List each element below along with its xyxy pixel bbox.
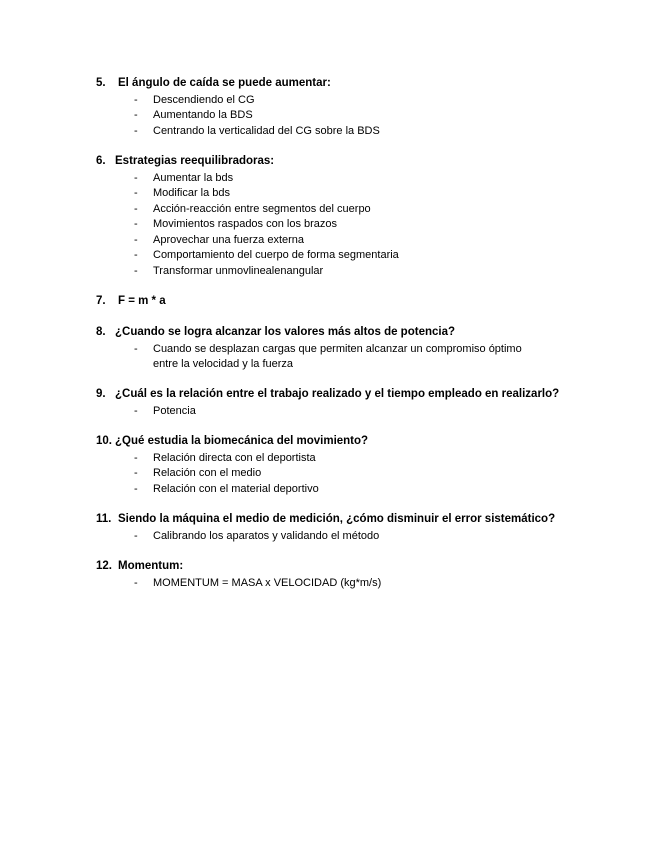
question-6	[96, 155, 274, 167]
question-number: 8.	[96, 326, 106, 338]
list-item: - Relación directa con el deportista	[134, 452, 316, 464]
question-title: Momentum:	[118, 560, 184, 572]
list-item-continuation: entre la velocidad y la fuerza	[153, 358, 294, 370]
list-item: - Calibrando los aparatos y validando el método	[134, 530, 380, 542]
list-item: - Potencia	[134, 405, 196, 417]
list-item: - Acción-reacción entre segmentos del cuerpo	[134, 203, 371, 215]
question-title: El ángulo de caída se puede aumentar:	[118, 77, 331, 89]
list-item: - Aumentando la BDS	[134, 109, 253, 121]
question-number: 7.	[96, 295, 106, 307]
question-number: 6.	[96, 155, 106, 167]
question-number: 12.	[96, 560, 112, 572]
question-5	[96, 77, 331, 89]
question-title: ¿Cuál es la relación entre el trabajo realizado y el tiempo empleado en realizarlo?	[115, 388, 560, 400]
list-item: - Relación con el medio	[134, 467, 262, 479]
question-title: ¿Cuando se logra alcanzar los valores más altos de potencia?	[115, 326, 455, 338]
question-number: 11.	[96, 513, 112, 525]
question-number: 10.	[96, 435, 112, 447]
question-title: F = m * a	[118, 295, 166, 307]
list-item: - Relación con el material deportivo	[134, 483, 319, 495]
question-title: ¿Qué estudia la biomecánica del movimiento?	[115, 435, 369, 447]
list-item: - MOMENTUM = MASA x VELOCIDAD (kg*m/s)	[134, 577, 382, 589]
question-12	[96, 560, 183, 572]
list-item: - Descendiendo el CG	[134, 94, 255, 106]
list-item: - Comportamiento del cuerpo de forma segmentaria	[134, 249, 399, 261]
question-number: 9.	[96, 388, 106, 400]
list-item: - Cuando se desplazan cargas que permiten alcanzar un compromiso óptimo	[134, 343, 522, 355]
question-number: 5.	[96, 77, 106, 89]
question-7	[96, 295, 166, 307]
question-9	[96, 388, 559, 400]
question-title: Estrategias reequilibradoras:	[115, 155, 275, 167]
list-item: - Transformar unmovlinealenangular	[134, 265, 324, 277]
question-title: Siendo la máquina el medio de medición, ¿cómo disminuir el error sistemático?	[118, 513, 556, 525]
question-10	[96, 435, 368, 447]
list-item: - Movimientos raspados con los brazos	[134, 218, 338, 230]
question-11	[96, 513, 555, 525]
list-item: - Centrando la verticalidad del CG sobre la BDS	[134, 125, 380, 137]
list-item: - Aumentar la bds	[134, 172, 234, 184]
list-item: - Modificar la bds	[134, 187, 231, 199]
question-8	[96, 326, 455, 338]
list-item: - Aprovechar una fuerza externa	[134, 234, 305, 246]
